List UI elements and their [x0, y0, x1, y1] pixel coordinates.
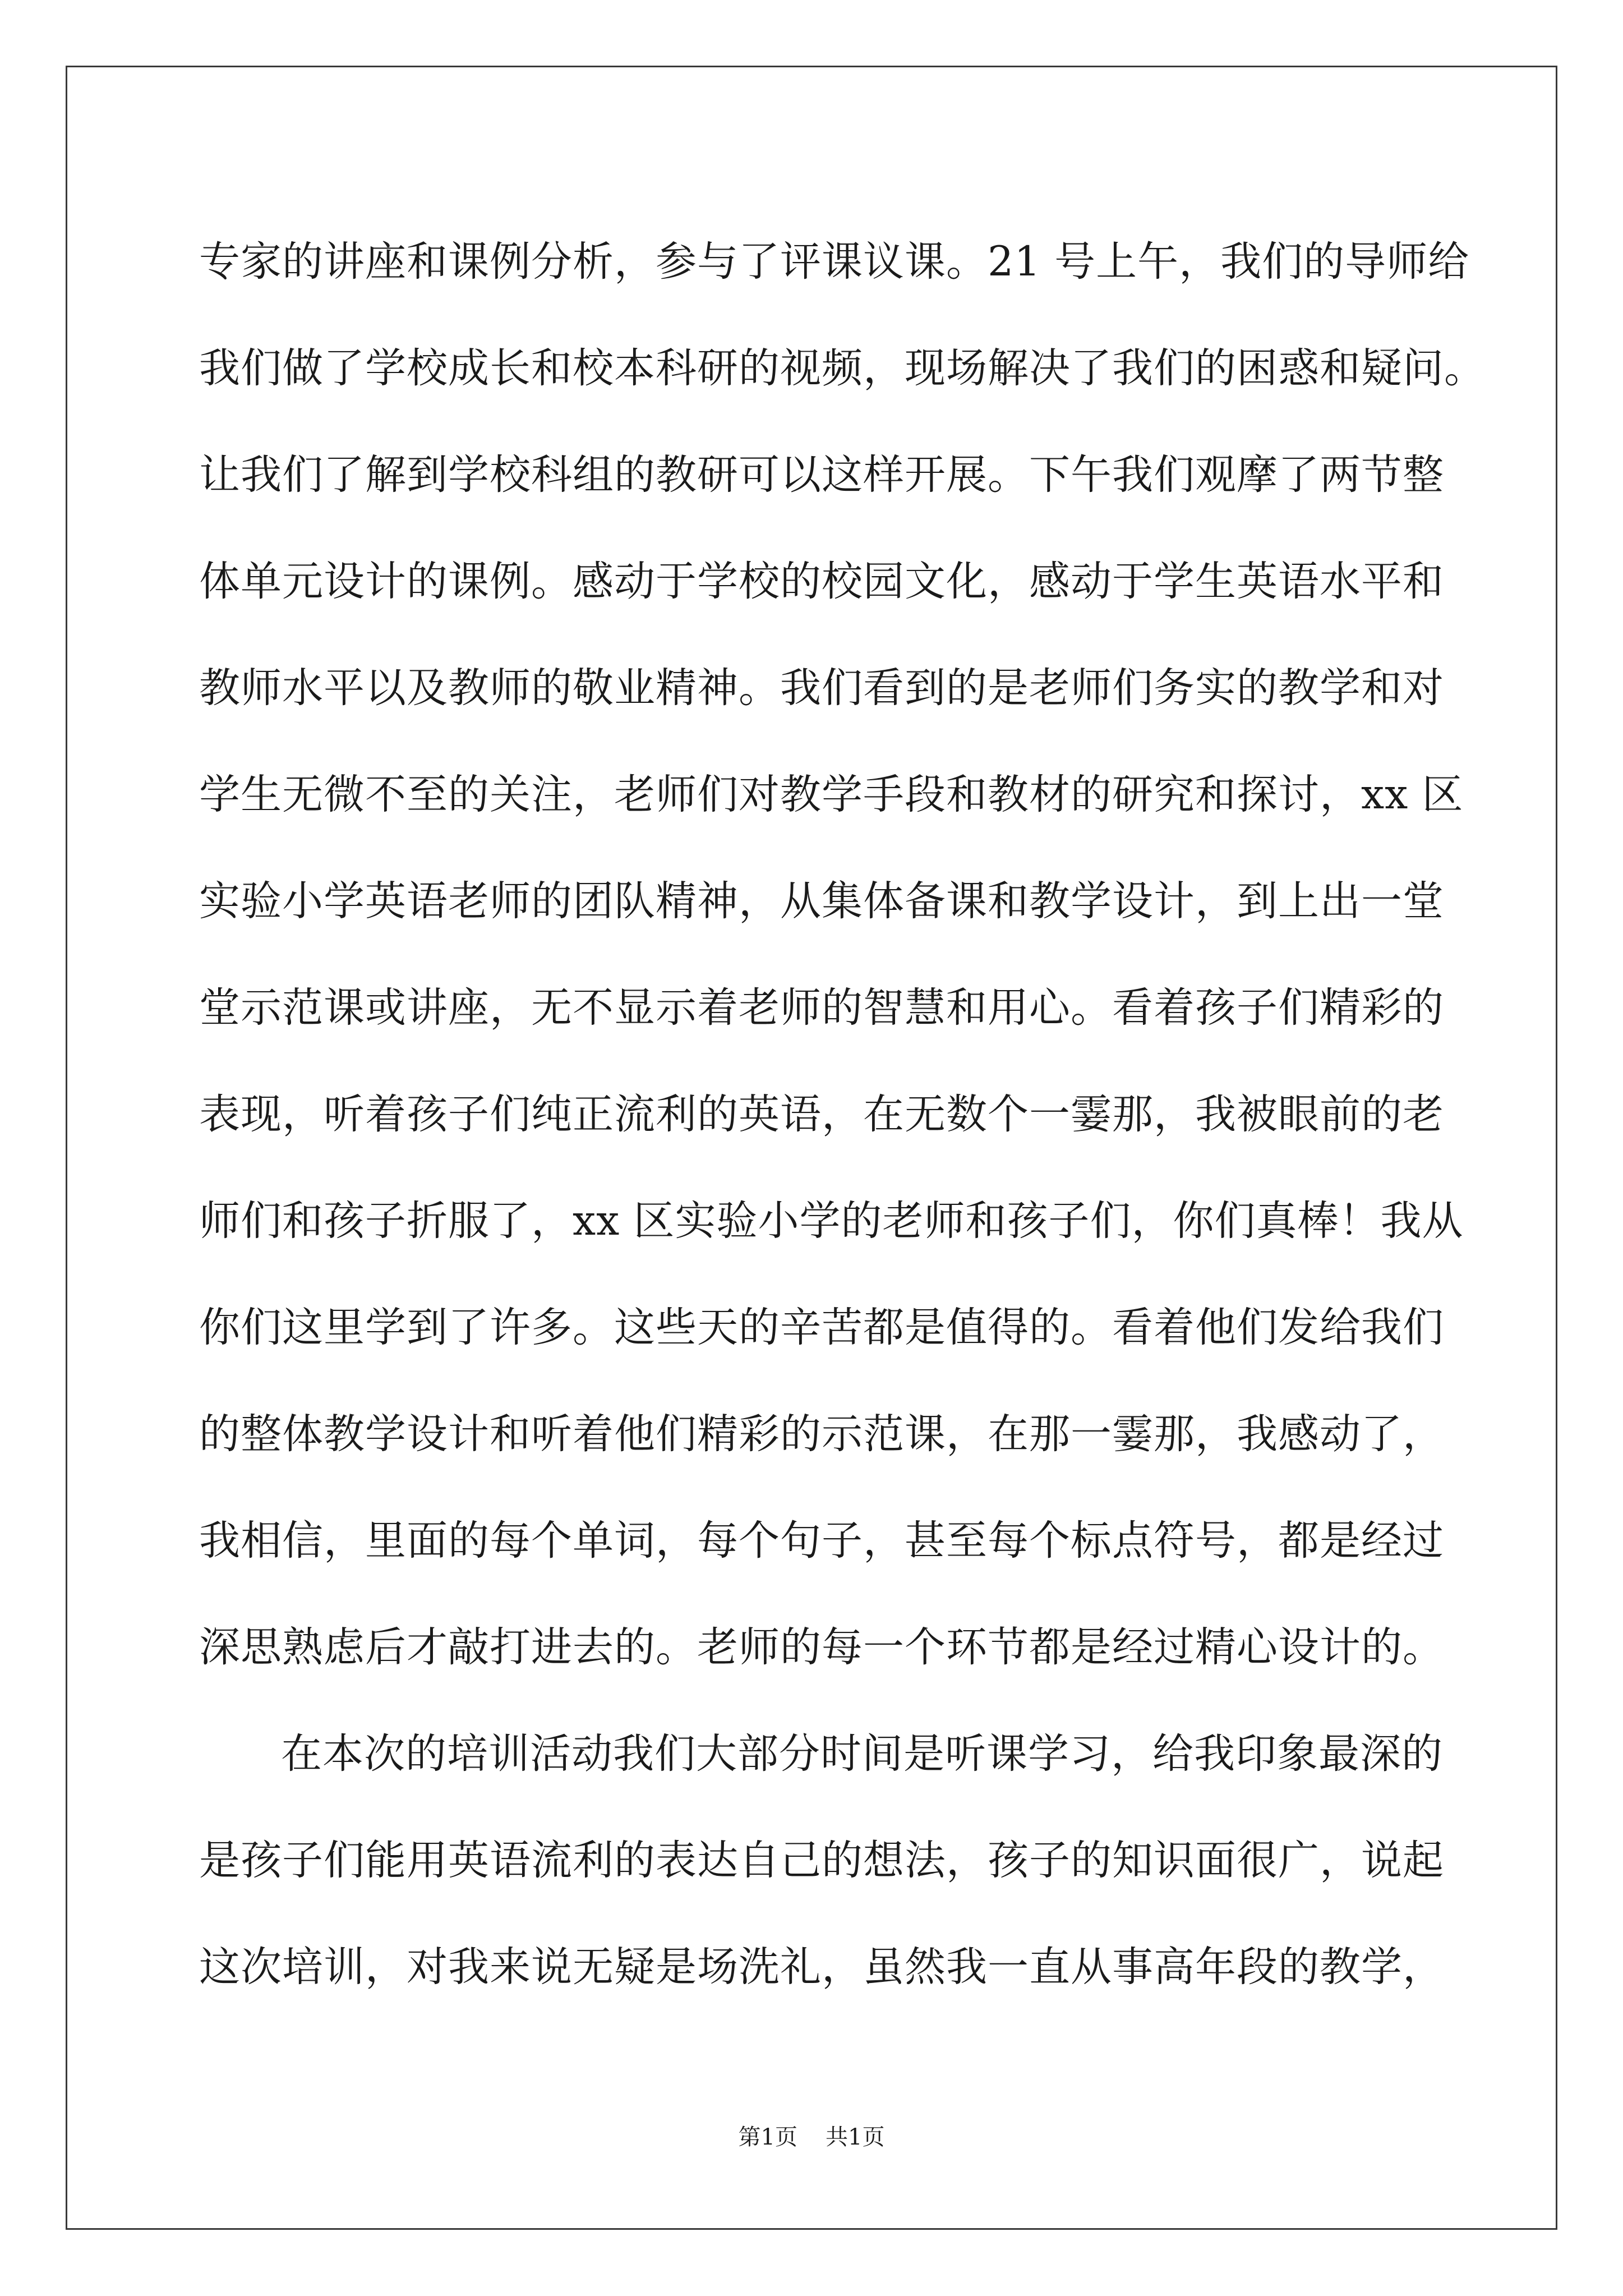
- text-line: 实验小学英语老师的团队精神，从集体备课和教学设计，到上出一堂: [199, 877, 1444, 925]
- text-line: 这次培训，对我来说无疑是场洗礼，虽然我一直从事高年段的教学，: [199, 1943, 1444, 1991]
- text-line: 深思熟虑后才敲打进去的。老师的每一个环节都是经过精心设计的。: [199, 1623, 1444, 1671]
- text-line: 堂示范课或讲座，无不显示着老师的智慧和用心。看着孩子们精彩的: [199, 984, 1444, 1032]
- text-line: 体单元设计的课例。感动于学校的校园文化，感动于学生英语水平和: [199, 558, 1444, 605]
- text-line: 的整体教学设计和听着他们精彩的示范课，在那一霎那，我感动了，: [199, 1410, 1444, 1458]
- text-line: 在本次的培训活动我们大部分时间是听课学习，给我印象最深的: [281, 1730, 1443, 1778]
- text-line: 师们和孩子折服了，xx 区实验小学的老师和孩子们，你们真棒！我从: [199, 1197, 1464, 1245]
- text-line: 表现，听着孩子们纯正流利的英语，在无数个一霎那，我被眼前的老: [199, 1091, 1444, 1138]
- text-line: 你们这里学到了许多。这些天的辛苦都是值得的。看着他们发给我们: [199, 1304, 1444, 1351]
- text-line: 教师水平以及教师的敬业精神。我们看到的是老师们务实的教学和对: [199, 664, 1444, 712]
- text-line: 是孩子们能用英语流利的表达自己的想法，孩子的知识面很广，说起: [199, 1837, 1444, 1884]
- text-line: 让我们了解到学校科组的教研可以这样开展。下午我们观摩了两节整: [199, 451, 1444, 499]
- page-number-total: 共1页: [826, 2124, 885, 2150]
- text-line: 我们做了学校成长和校本科研的视频，现场解决了我们的困惑和疑问。: [199, 344, 1486, 392]
- document-body: [199, 209, 1486, 2021]
- page-footer: [0, 2120, 1623, 2154]
- page-number-current: 第1页: [738, 2124, 797, 2150]
- text-line: 专家的讲座和课例分析，参与了评课议课。21 号上午，我们的导师给: [199, 238, 1470, 286]
- text-line: 学生无微不至的关注，老师们对教学手段和教材的研究和探讨，xx 区: [199, 771, 1464, 818]
- text-line: 我相信，里面的每个单词，每个句子，甚至每个标点符号，都是经过: [199, 1517, 1444, 1565]
